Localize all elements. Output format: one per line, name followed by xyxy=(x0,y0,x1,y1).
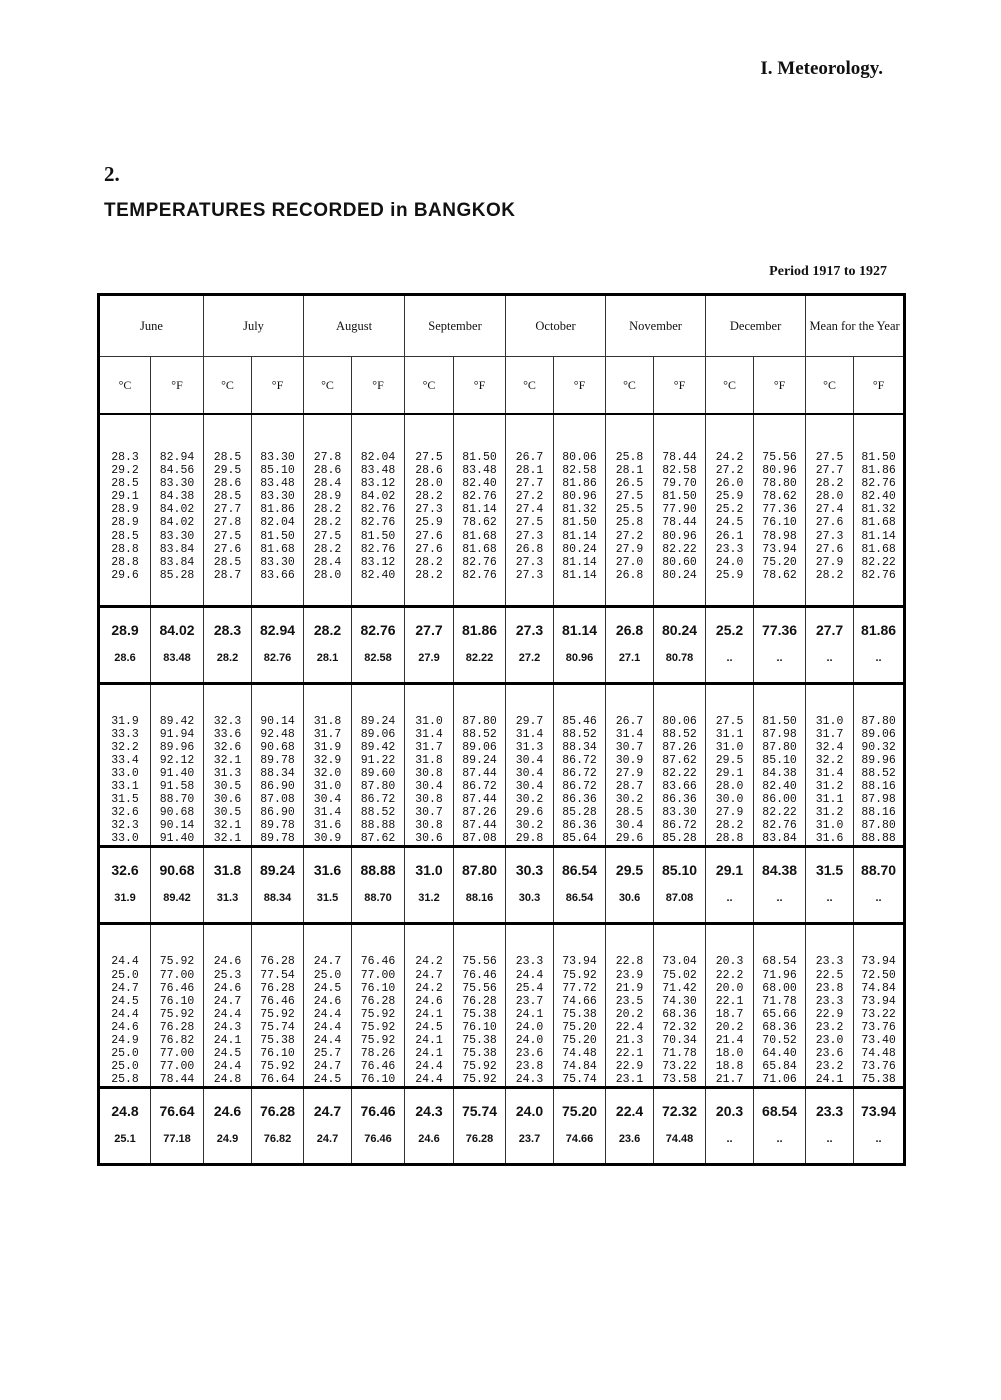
values-cell: 87.80 88.52 89.06 89.24 87.44 86.72 87.44 87.26 87.44 87.08 xyxy=(454,683,506,847)
mean-cell: 31.5 xyxy=(806,847,854,893)
mean-cell: 82.94 xyxy=(252,606,304,652)
values-cell: 75.56 76.46 75.56 76.28 75.38 76.10 75.38 75.38 75.92 75.92 xyxy=(454,924,506,1088)
unit-header: °F xyxy=(754,357,806,415)
page-title: TEMPERATURES RECORDED in BANGKOK xyxy=(104,200,516,221)
mean-cell: 75.20 xyxy=(554,1088,606,1134)
secondary-mean-cell: .. xyxy=(854,652,905,684)
values-cell: 81.50 83.48 82.40 82.76 81.14 78.62 81.68 81.68 82.76 82.76 xyxy=(454,414,506,606)
temperature-table xyxy=(97,293,906,1166)
values-cell: 23.3 22.5 23.8 23.3 22.9 23.2 23.0 23.6 23.2 24.1 xyxy=(806,924,854,1088)
values-cell: 26.7 28.1 27.7 27.2 27.4 27.5 27.3 26.8 27.3 27.3 xyxy=(506,414,554,606)
mean-cell: 84.38 xyxy=(754,847,806,893)
secondary-mean-row xyxy=(99,652,905,684)
values-cell: 28.5 29.5 28.6 28.5 27.7 27.8 27.5 27.6 28.5 28.7 xyxy=(204,414,252,606)
values-cell: 73.94 72.50 74.84 73.94 73.22 73.76 73.40 74.48 73.76 75.38 xyxy=(854,924,905,1088)
values-cell: 75.92 77.00 76.46 76.10 75.92 76.28 76.82 77.00 77.00 78.44 xyxy=(151,924,204,1088)
values-cell: 82.94 84.56 83.30 84.38 84.02 84.02 83.30 83.84 83.84 85.28 xyxy=(151,414,204,606)
mean-cell: 75.74 xyxy=(454,1088,506,1134)
values-cell: 24.2 24.7 24.2 24.6 24.1 24.5 24.1 24.1 24.4 24.4 xyxy=(405,924,454,1088)
mean-cell: 80.24 xyxy=(654,606,706,652)
secondary-mean-cell: .. xyxy=(754,1133,806,1165)
values-cell: 32.3 33.6 32.6 32.1 31.3 30.5 30.6 30.5 32.1 32.1 xyxy=(204,683,252,847)
mean-cell: 23.3 xyxy=(806,1088,854,1134)
mean-cell: 30.3 xyxy=(506,847,554,893)
secondary-mean-cell: 88.70 xyxy=(352,892,405,924)
mean-cell: 31.6 xyxy=(304,847,352,893)
mean-cell: 81.86 xyxy=(454,606,506,652)
secondary-mean-cell: 74.66 xyxy=(554,1133,606,1165)
mean-cell: 81.86 xyxy=(854,606,905,652)
mean-cell: 76.28 xyxy=(252,1088,304,1134)
secondary-mean-cell: 80.78 xyxy=(654,652,706,684)
values-cell: 27.5 31.1 31.0 29.5 29.1 28.0 30.0 27.9 28.2 28.8 xyxy=(706,683,754,847)
secondary-mean-cell: 82.76 xyxy=(252,652,304,684)
secondary-mean-cell: .. xyxy=(706,892,754,924)
mean-cell: 24.3 xyxy=(405,1088,454,1134)
secondary-mean-cell: 83.48 xyxy=(151,652,204,684)
unit-header: °C xyxy=(706,357,754,415)
secondary-mean-cell: 31.9 xyxy=(99,892,151,924)
secondary-mean-cell: 27.2 xyxy=(506,652,554,684)
secondary-mean-row xyxy=(99,1133,905,1165)
mean-cell: 81.14 xyxy=(554,606,606,652)
mean-cell: 27.7 xyxy=(405,606,454,652)
section-header: I. Meteorology. xyxy=(760,58,883,79)
secondary-mean-cell: .. xyxy=(854,892,905,924)
unit-header: °F xyxy=(454,357,506,415)
mean-cell: 29.5 xyxy=(606,847,654,893)
secondary-mean-cell: .. xyxy=(854,1133,905,1165)
values-cell: 76.46 77.00 76.10 76.28 75.92 75.92 75.92 78.26 76.46 76.10 xyxy=(352,924,405,1088)
secondary-mean-cell: .. xyxy=(806,1133,854,1165)
mean-cell: 88.70 xyxy=(854,847,905,893)
mean-cell: 20.3 xyxy=(706,1088,754,1134)
secondary-mean-cell: 28.2 xyxy=(204,652,252,684)
mean-cell: 24.6 xyxy=(204,1088,252,1134)
month-header: August xyxy=(304,295,405,357)
values-cell: 20.3 22.2 20.0 22.1 18.7 20.2 21.4 18.0 18.8 21.7 xyxy=(706,924,754,1088)
values-row xyxy=(99,683,905,847)
values-cell: 23.3 24.4 25.4 23.7 24.1 24.0 24.0 23.6 23.8 24.3 xyxy=(506,924,554,1088)
mean-cell: 29.1 xyxy=(706,847,754,893)
secondary-mean-cell: 74.48 xyxy=(654,1133,706,1165)
values-cell: 75.56 80.96 78.80 78.62 77.36 76.10 78.98 73.94 75.20 78.62 xyxy=(754,414,806,606)
values-cell: 29.7 31.4 31.3 30.4 30.4 30.4 30.2 29.6 30.2 29.8 xyxy=(506,683,554,847)
values-cell: 27.8 28.6 28.4 28.9 28.2 28.2 27.5 28.2 28.4 28.0 xyxy=(304,414,352,606)
values-cell: 22.8 23.9 21.9 23.5 20.2 22.4 21.3 22.1 22.9 23.1 xyxy=(606,924,654,1088)
secondary-mean-cell: .. xyxy=(706,1133,754,1165)
secondary-mean-cell: 23.7 xyxy=(506,1133,554,1165)
mean-cell: 31.0 xyxy=(405,847,454,893)
mean-cell: 88.88 xyxy=(352,847,405,893)
values-cell: 89.42 91.94 89.96 92.12 91.40 91.58 88.70 90.68 90.14 91.40 xyxy=(151,683,204,847)
secondary-mean-cell: 24.9 xyxy=(204,1133,252,1165)
values-cell: 85.46 88.52 88.34 86.72 86.72 86.72 86.36 85.28 86.36 85.64 xyxy=(554,683,606,847)
mean-cell: 26.8 xyxy=(606,606,654,652)
secondary-mean-cell: 27.9 xyxy=(405,652,454,684)
secondary-mean-cell: 24.7 xyxy=(304,1133,352,1165)
secondary-mean-cell: 31.5 xyxy=(304,892,352,924)
mean-cell: 25.2 xyxy=(706,606,754,652)
secondary-mean-cell: 31.3 xyxy=(204,892,252,924)
values-cell: 31.9 33.3 32.2 33.4 33.0 33.1 31.5 32.6 32.3 33.0 xyxy=(99,683,151,847)
period-label: Period 1917 to 1927 xyxy=(769,264,887,279)
mean-row xyxy=(99,1088,905,1134)
secondary-mean-cell: 28.1 xyxy=(304,652,352,684)
month-header: December xyxy=(706,295,806,357)
values-cell: 26.7 31.4 30.7 30.9 27.9 28.7 30.2 28.5 30.4 29.6 xyxy=(606,683,654,847)
unit-header: °C xyxy=(405,357,454,415)
section-number: 2. xyxy=(104,162,120,186)
values-cell: 27.5 28.6 28.0 28.2 27.3 25.9 27.6 27.6 28.2 28.2 xyxy=(405,414,454,606)
unit-header: °F xyxy=(854,357,905,415)
values-row xyxy=(99,924,905,1088)
values-cell: 90.14 92.48 90.68 89.78 88.34 86.90 87.08 86.90 89.78 89.78 xyxy=(252,683,304,847)
mean-cell: 28.3 xyxy=(204,606,252,652)
mean-cell: 27.3 xyxy=(506,606,554,652)
unit-header: °F xyxy=(554,357,606,415)
values-cell: 24.6 25.3 24.6 24.7 24.4 24.3 24.1 24.5 24.4 24.8 xyxy=(204,924,252,1088)
secondary-mean-cell: 27.1 xyxy=(606,652,654,684)
values-cell: 80.06 88.52 87.26 87.62 82.22 83.66 86.36 83.30 86.72 85.28 xyxy=(654,683,706,847)
secondary-mean-cell: 89.42 xyxy=(151,892,204,924)
mean-cell: 90.68 xyxy=(151,847,204,893)
secondary-mean-cell: .. xyxy=(806,892,854,924)
secondary-mean-cell: 23.6 xyxy=(606,1133,654,1165)
mean-row xyxy=(99,606,905,652)
values-cell: 73.94 75.92 77.72 74.66 75.38 75.20 75.20 74.48 74.84 75.74 xyxy=(554,924,606,1088)
values-cell: 27.5 27.7 28.2 28.0 27.4 27.6 27.3 27.6 27.9 28.2 xyxy=(806,414,854,606)
mean-cell: 76.46 xyxy=(352,1088,405,1134)
secondary-mean-cell: 30.3 xyxy=(506,892,554,924)
mean-cell: 28.9 xyxy=(99,606,151,652)
unit-header: °C xyxy=(204,357,252,415)
unit-header: °C xyxy=(506,357,554,415)
values-cell: 78.44 82.58 79.70 81.50 77.90 78.44 80.96 82.22 80.60 80.24 xyxy=(654,414,706,606)
values-cell: 80.06 82.58 81.86 80.96 81.32 81.50 81.14 80.24 81.14 81.14 xyxy=(554,414,606,606)
values-cell: 68.54 71.96 68.00 71.78 65.66 68.36 70.52 64.40 65.84 71.06 xyxy=(754,924,806,1088)
mean-cell: 84.02 xyxy=(151,606,204,652)
secondary-mean-cell: 82.58 xyxy=(352,652,405,684)
values-cell: 76.28 77.54 76.28 76.46 75.92 75.74 75.38 76.10 75.92 76.64 xyxy=(252,924,304,1088)
secondary-mean-cell: 76.46 xyxy=(352,1133,405,1165)
values-cell: 31.8 31.7 31.9 32.9 32.0 31.0 30.4 31.4 31.6 30.9 xyxy=(304,683,352,847)
secondary-mean-cell: 28.6 xyxy=(99,652,151,684)
unit-header: °F xyxy=(252,357,304,415)
values-row xyxy=(99,414,905,606)
mean-cell: 76.64 xyxy=(151,1088,204,1134)
unit-header: °F xyxy=(352,357,405,415)
mean-cell: 32.6 xyxy=(99,847,151,893)
secondary-mean-cell: 25.1 xyxy=(99,1133,151,1165)
values-cell: 31.0 31.4 31.7 31.8 30.8 30.4 30.8 30.7 30.8 30.6 xyxy=(405,683,454,847)
mean-cell: 22.4 xyxy=(606,1088,654,1134)
secondary-mean-row xyxy=(99,892,905,924)
month-header: September xyxy=(405,295,506,357)
secondary-mean-cell: 24.6 xyxy=(405,1133,454,1165)
values-cell: 87.80 89.06 90.32 89.96 88.52 88.16 87.98 88.16 87.80 88.88 xyxy=(854,683,905,847)
unit-header: °C xyxy=(99,357,151,415)
mean-cell: 28.2 xyxy=(304,606,352,652)
mean-row xyxy=(99,847,905,893)
values-cell: 25.8 28.1 26.5 27.5 25.5 25.8 27.2 27.9 27.0 26.8 xyxy=(606,414,654,606)
values-cell: 89.24 89.06 89.42 91.22 89.60 87.80 86.72 88.52 88.88 87.62 xyxy=(352,683,405,847)
values-cell: 82.04 83.48 83.12 84.02 82.76 82.76 81.50 82.76 83.12 82.40 xyxy=(352,414,405,606)
secondary-mean-cell: 82.22 xyxy=(454,652,506,684)
month-header: November xyxy=(606,295,706,357)
secondary-mean-cell: .. xyxy=(806,652,854,684)
mean-cell: 24.7 xyxy=(304,1088,352,1134)
secondary-mean-cell: 87.08 xyxy=(654,892,706,924)
values-cell: 24.7 25.0 24.5 24.6 24.4 24.4 24.4 25.7 24.7 24.5 xyxy=(304,924,352,1088)
mean-cell: 82.76 xyxy=(352,606,405,652)
secondary-mean-cell: 30.6 xyxy=(606,892,654,924)
secondary-mean-cell: 86.54 xyxy=(554,892,606,924)
values-cell: 73.04 75.02 71.42 74.30 68.36 72.32 70.34 71.78 73.22 73.58 xyxy=(654,924,706,1088)
secondary-mean-cell: 76.82 xyxy=(252,1133,304,1165)
secondary-mean-cell: 31.2 xyxy=(405,892,454,924)
month-header: Mean for the Year xyxy=(806,295,905,357)
mean-cell: 89.24 xyxy=(252,847,304,893)
secondary-mean-cell: 88.34 xyxy=(252,892,304,924)
mean-cell: 87.80 xyxy=(454,847,506,893)
month-header: June xyxy=(99,295,204,357)
values-cell: 83.30 85.10 83.48 83.30 81.86 82.04 81.50 81.68 83.30 83.66 xyxy=(252,414,304,606)
values-cell: 28.3 29.2 28.5 29.1 28.9 28.9 28.5 28.8 28.8 29.6 xyxy=(99,414,151,606)
secondary-mean-cell: .. xyxy=(754,652,806,684)
secondary-mean-cell: .. xyxy=(706,652,754,684)
table-body xyxy=(99,414,905,1165)
secondary-mean-cell: 80.96 xyxy=(554,652,606,684)
mean-cell: 31.8 xyxy=(204,847,252,893)
unit-header: °C xyxy=(806,357,854,415)
unit-header: °F xyxy=(151,357,204,415)
values-cell: 81.50 81.86 82.76 82.40 81.32 81.68 81.14 81.68 82.22 82.76 xyxy=(854,414,905,606)
unit-header: °C xyxy=(304,357,352,415)
mean-cell: 24.0 xyxy=(506,1088,554,1134)
mean-cell: 72.32 xyxy=(654,1088,706,1134)
values-cell: 81.50 87.98 87.80 85.10 84.38 82.40 86.00 82.22 82.76 83.84 xyxy=(754,683,806,847)
mean-cell: 27.7 xyxy=(806,606,854,652)
mean-cell: 73.94 xyxy=(854,1088,905,1134)
secondary-mean-cell: .. xyxy=(754,892,806,924)
values-cell: 24.2 27.2 26.0 25.9 25.2 24.5 26.1 23.3 24.0 25.9 xyxy=(706,414,754,606)
secondary-mean-cell: 76.28 xyxy=(454,1133,506,1165)
unit-header-row xyxy=(99,357,905,415)
mean-cell: 85.10 xyxy=(654,847,706,893)
mean-cell: 77.36 xyxy=(754,606,806,652)
mean-cell: 24.8 xyxy=(99,1088,151,1134)
secondary-mean-cell: 77.18 xyxy=(151,1133,204,1165)
month-header: July xyxy=(204,295,304,357)
mean-cell: 86.54 xyxy=(554,847,606,893)
month-header: October xyxy=(506,295,606,357)
secondary-mean-cell: 88.16 xyxy=(454,892,506,924)
month-header-row xyxy=(99,295,905,357)
mean-cell: 68.54 xyxy=(754,1088,806,1134)
values-cell: 24.4 25.0 24.7 24.5 24.4 24.6 24.9 25.0 25.0 25.8 xyxy=(99,924,151,1088)
values-cell: 31.0 31.7 32.4 32.2 31.4 31.2 31.1 31.2 31.0 31.6 xyxy=(806,683,854,847)
unit-header: °F xyxy=(654,357,706,415)
unit-header: °C xyxy=(606,357,654,415)
